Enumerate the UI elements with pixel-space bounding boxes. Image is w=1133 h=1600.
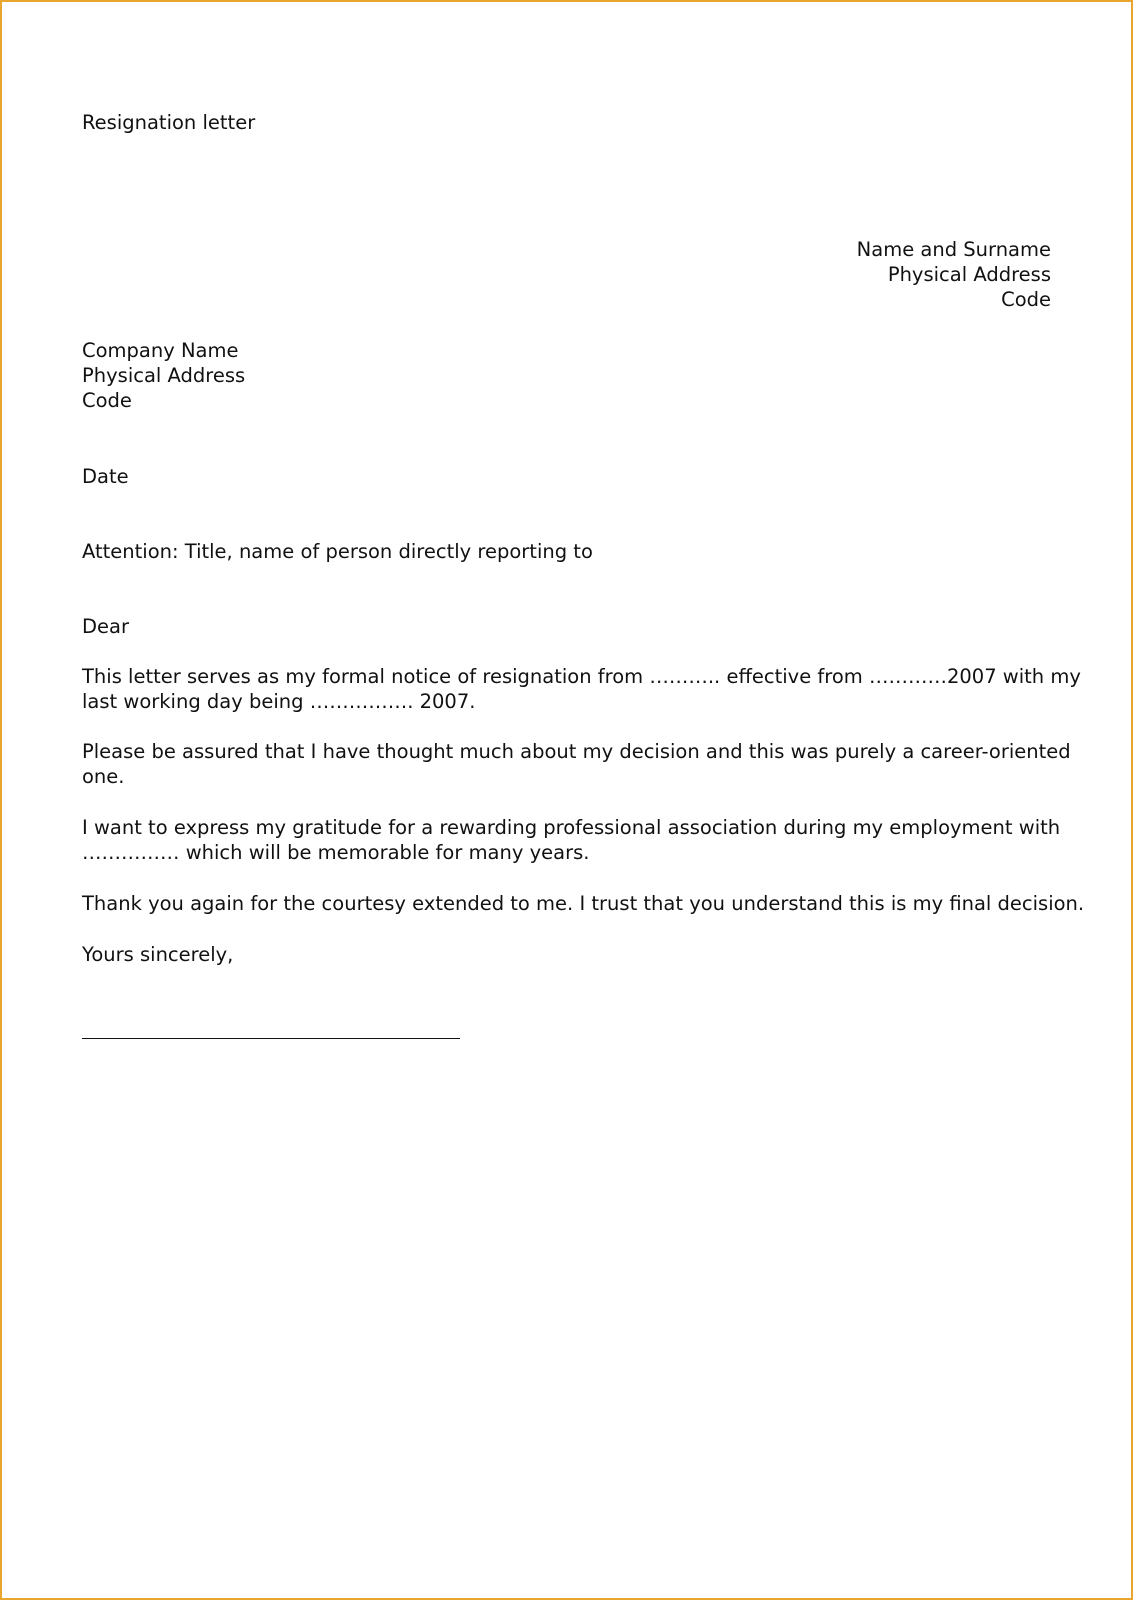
- recipient-address: Physical Address: [82, 364, 246, 387]
- paragraph-3-line-1: I want to express my gratitude for a rewarding professional association during my employment with: [82, 816, 1061, 839]
- paragraph-3-line-2: …………… which will be memorable for many years.: [82, 841, 590, 864]
- closing: Yours sincerely,: [82, 943, 234, 966]
- paragraph-1-line-2: last working day being ……………. 2007.: [82, 690, 476, 713]
- sender-name: Name and Surname: [856, 238, 1051, 261]
- paragraph-4-line-1: Thank you again for the courtesy extended to me. I trust that you understand this is my final decision.: [82, 892, 1085, 915]
- paragraph-2-line-2: one.: [82, 765, 125, 788]
- paragraph-2-line-1: Please be assured that I have thought much about my decision and this was purely a career-oriented: [82, 740, 1071, 763]
- salutation: Dear: [82, 615, 129, 638]
- attention-line: Attention: Title, name of person directly reporting to: [82, 540, 593, 563]
- recipient-code: Code: [82, 389, 132, 412]
- sender-code: Code: [1001, 288, 1051, 311]
- recipient-company: Company Name: [82, 339, 239, 362]
- signature-line: [82, 1038, 460, 1039]
- paragraph-1-line-1: This letter serves as my formal notice of resignation from ……….. effective from …………2007 with my: [82, 665, 1081, 688]
- letter-date: Date: [82, 465, 129, 488]
- sender-address: Physical Address: [887, 263, 1051, 286]
- letter-title: Resignation letter: [82, 111, 256, 134]
